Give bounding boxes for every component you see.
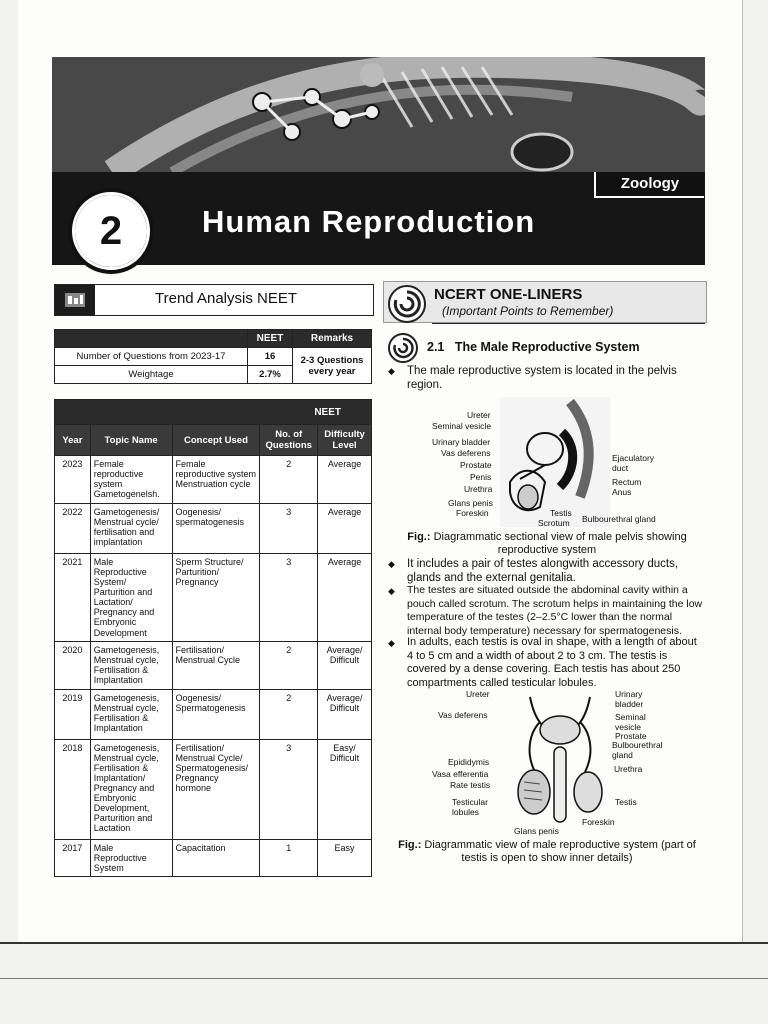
section-divider	[432, 323, 705, 324]
table-row	[55, 839, 372, 876]
label-vas-deferens: Vas deferens	[441, 448, 491, 458]
col-year: Year	[55, 425, 91, 456]
cell-topic: Gametogenesis, Menstrual cycle, Fertilisation & Implantation	[90, 689, 172, 739]
label-urinary-bladder: Urinary bladder	[615, 689, 644, 709]
label-seminal-vesicle: Seminal vesicle	[615, 712, 646, 732]
cell-count: 3	[260, 739, 318, 839]
cell-year: 2020	[55, 641, 91, 689]
figure-2-caption	[388, 839, 706, 865]
col-concept: Concept Used	[172, 425, 260, 456]
label-rete-testis: Rate testis	[450, 780, 491, 790]
bullet-icon: ◆	[388, 638, 395, 648]
label-scrotum: Scrotum	[538, 518, 570, 528]
label-foreskin: Foreskin	[456, 508, 489, 518]
label-urinary-bladder: Urinary bladder	[432, 437, 491, 447]
label-bulbourethral-gland: Bulbourethral gland	[612, 740, 663, 760]
bullet-icon: ◆	[388, 366, 395, 376]
table-row	[55, 504, 372, 554]
caption-prefix: Fig.:	[398, 839, 422, 851]
trend-analysis-heading	[54, 284, 374, 316]
cell-topic: Gametogenesis, Menstrual cycle, Fertilisation & Implantation	[90, 641, 172, 689]
caption-prefix: Fig.:	[407, 531, 431, 543]
table-row	[55, 641, 372, 689]
neet-trend-table	[54, 399, 372, 877]
chapter-title: Human Reproduction	[202, 204, 536, 239]
ncert-one-liners-heading	[383, 281, 707, 323]
label-penis: Penis	[470, 472, 492, 482]
bullet-icon: ◆	[388, 559, 395, 569]
summary-blank-head	[55, 330, 248, 348]
cell-concept: Fertilisation/ Menstrual Cycle/ Spermatogenesis/ Pregnancy hormone	[172, 739, 260, 839]
label-ureter: Ureter	[467, 410, 491, 420]
bullet-point	[388, 584, 706, 640]
label-testicular-lobules: Testicular lobules	[452, 797, 488, 817]
caption-text: Diagrammatic sectional view of male pelvis showing reproductive system	[433, 531, 687, 556]
bullet-point	[388, 636, 706, 692]
cell-topic: Female reproductive system Gametogenelsh.	[90, 456, 172, 504]
label-rectum: Rectum	[612, 477, 642, 487]
cell-level: Easy/ Difficult	[318, 739, 372, 839]
label-prostate: Prostate	[460, 460, 492, 470]
col-questions: No. of Questions	[260, 425, 318, 456]
bullet-point	[388, 364, 706, 394]
summary-neet-head: NEET	[248, 330, 293, 348]
cell-concept: Capacitation	[172, 839, 260, 876]
cell-concept: Fertilisation/ Menstrual Cycle	[172, 641, 260, 689]
bullet-point	[388, 557, 706, 587]
bullet-text: In adults, each testis is oval in shape, with a length of about 4 to 5 cm and a width of about 2 to 3 cm. The testis is covered by a dense covering. Each testis has about 250 compartments called testicular lobules.	[407, 636, 697, 689]
scan-edge-line-lower	[0, 978, 768, 979]
caption-text: Diagrammatic view of male reproductive system (part of testis is open to show inner details)	[424, 839, 696, 864]
summary-row-value: 2.7%	[248, 366, 293, 384]
cell-count: 2	[260, 641, 318, 689]
label-vas-deferens: Vas deferens	[438, 710, 488, 720]
chapter-number: 2	[75, 195, 147, 267]
label-prostate: Prostate	[615, 731, 647, 741]
cell-topic: Gametogenesis, Menstrual cycle, Fertilisation & Implantation/ Pregnancy and Embryonic Development, Parturition and Lactation	[90, 739, 172, 839]
summary-remarks-head: Remarks	[293, 330, 372, 348]
label-ureter: Ureter	[466, 689, 490, 699]
table-row	[55, 554, 372, 642]
subject-tab: Zoology	[594, 172, 704, 198]
label-testis: Testis	[615, 797, 637, 807]
label-seminal-vesicle: Seminal vesicle	[432, 421, 492, 431]
label-glans-penis: Glans penis	[514, 826, 559, 836]
label-urethra: Urethra	[614, 764, 643, 774]
cell-topic: Male Reproductive System	[90, 839, 172, 876]
table-row	[55, 739, 372, 839]
figure-1-caption	[388, 531, 706, 557]
col-topic: Topic Name	[90, 425, 172, 456]
summary-table	[54, 329, 372, 384]
summary-remarks: 2-3 Questions every year	[293, 348, 372, 384]
cell-level: Easy	[318, 839, 372, 876]
label-epididymis: Epididymis	[448, 757, 490, 767]
cell-concept: Oogenesis/ spermatogenesis	[172, 504, 260, 554]
cell-count: 2	[260, 456, 318, 504]
cell-year: 2019	[55, 689, 91, 739]
summary-row-label: Weightage	[55, 366, 248, 384]
cell-level: Average	[318, 456, 372, 504]
cell-year: 2021	[55, 554, 91, 642]
cell-topic: Male Reproductive System/ Parturition and Lactation/ Pregnancy and Embryonic Development	[90, 554, 172, 642]
section-title: The Male Reproductive System	[454, 340, 640, 354]
cell-concept: Female reproductive system Menstruation cycle	[172, 456, 260, 504]
chapter-number-badge	[72, 192, 150, 270]
trend-analysis-label: Trend Analysis NEET	[155, 290, 297, 307]
table-row	[55, 689, 372, 739]
label-urethra: Urethra	[464, 484, 493, 494]
ncert-title: NCERT ONE-LINERS	[434, 286, 583, 303]
col-difficulty: Difficulty Level	[318, 425, 372, 456]
bullet-icon: ◆	[388, 586, 395, 596]
cell-level: Average	[318, 554, 372, 642]
male-reproductive-diagram	[510, 692, 610, 828]
cell-level: Average	[318, 504, 372, 554]
cell-topic: Gametogenesis/ Menstrual cycle/ fertilisation and implantation	[90, 504, 172, 554]
cell-count: 2	[260, 689, 318, 739]
cell-count: 1	[260, 839, 318, 876]
section-number: 2.1	[427, 340, 445, 354]
section-swirl-icon	[388, 333, 418, 363]
cell-count: 3	[260, 504, 318, 554]
bullet-text: It includes a pair of testes alongwith accessory ducts, glands and the external genitalia.	[407, 558, 679, 584]
summary-row-value: 16	[248, 348, 293, 366]
cell-year: 2023	[55, 456, 91, 504]
cell-year: 2022	[55, 504, 91, 554]
dna-banner-art	[52, 57, 705, 172]
ncert-subtitle: (Important Points to Remember)	[442, 304, 614, 318]
bullet-text: The male reproductive system is located in the pelvis region.	[407, 365, 677, 391]
label-foreskin: Foreskin	[582, 817, 615, 827]
ncert-swirl-icon	[388, 285, 426, 323]
cell-year: 2018	[55, 739, 91, 839]
cell-count: 3	[260, 554, 318, 642]
label-testis: Testis	[550, 508, 572, 518]
neet-band: NEET	[55, 400, 372, 425]
cell-level: Average/ Difficult	[318, 689, 372, 739]
trend-chart-icon	[55, 285, 95, 315]
label-glans-penis: Glans penis	[448, 498, 493, 508]
label-bulbourethral-gland: Bulbourethral gland	[582, 514, 656, 524]
summary-row-label: Number of Questions from 2023-17	[55, 348, 248, 366]
cell-concept: Oogenesis/ Spermatogenesis	[172, 689, 260, 739]
cell-concept: Sperm Structure/ Parturition/ Pregnancy	[172, 554, 260, 642]
bullet-text: The testes are situated outside the abdominal cavity within a pouch called scrotum. The scrotum helps in maintaining the low temperature of the testes (2–2.5°C lower than the normal internal body temperature) necessary for spermatogenesis.	[407, 584, 703, 637]
label-vasa-efferentia: Vasa efferentia	[432, 769, 489, 779]
label-ejaculatory-duct: Ejaculatory duct	[612, 453, 655, 473]
label-anus: Anus	[612, 487, 632, 497]
section-heading	[427, 340, 640, 354]
cell-level: Average/ Difficult	[318, 641, 372, 689]
table-row	[55, 456, 372, 504]
cell-year: 2017	[55, 839, 91, 876]
scan-edge-line	[0, 942, 768, 944]
